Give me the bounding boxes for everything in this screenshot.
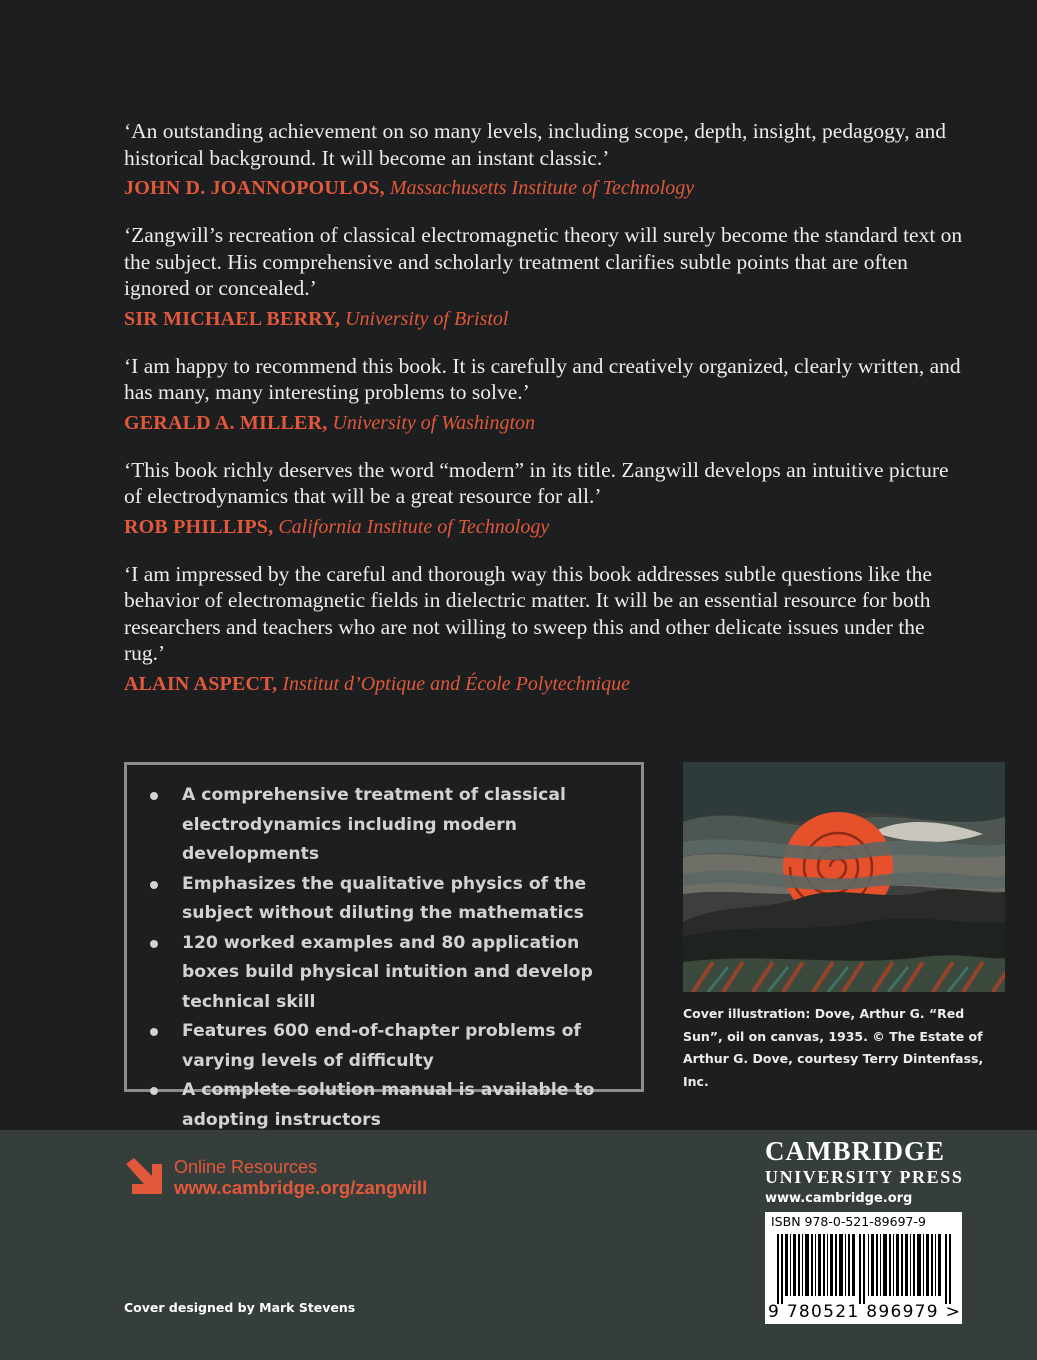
quote-attribution <box>124 514 964 540</box>
publisher-logo <box>765 1135 965 1206</box>
feature-item <box>147 1076 622 1135</box>
bullet-icon <box>150 1087 158 1095</box>
arrow-down-right-icon <box>124 1156 164 1196</box>
quote-text: ‘This book richly deserves the word “modern” in its title. Zangwill develops an intuitive picture of electrodynamics that will be a great resource for all.’ <box>124 457 949 508</box>
quote-author: ALAIN ASPECT, <box>124 672 278 695</box>
feature-item <box>147 781 622 870</box>
quote <box>124 353 964 436</box>
bullet-icon <box>150 881 158 889</box>
cover-caption: Cover illustration: Dove, Arthur G. “Red Sun”, oil on canvas, 1935. © The Estate of Arthur G. Dove, courtesy Terry Dintenfass, Inc. <box>683 1006 984 1089</box>
quote-institution: Massachusetts Institute of Technology <box>389 177 695 199</box>
quote <box>124 118 964 201</box>
feature-text: Emphasizes the qualitative physics of the subject without diluting the mathematics <box>182 873 587 923</box>
quote-author: SIR MICHAEL BERRY, <box>124 307 341 330</box>
quote-institution: University of Bristol <box>345 307 509 330</box>
quotes-section <box>124 118 964 718</box>
quote-text: ‘I am happy to recommend this book. It is carefully and creatively organized, clearly written, and has many, many interesting problems to solve.’ <box>124 353 961 404</box>
feature-text: A comprehensive treatment of classical electrodynamics including modern developments <box>182 785 566 864</box>
feature-text: A complete solution manual is available to adopting instructors <box>182 1080 595 1130</box>
bullet-icon <box>150 792 158 800</box>
quote-text: ‘Zangwill’s recreation of classical electromagnetic theory will surely become the standard text on the subject. His comprehensive and scholarly treatment clarifies subtle points that are often ignored or concealed.’ <box>124 223 963 300</box>
barcode <box>765 1212 962 1324</box>
quote-institution: California Institute of Technology <box>278 515 550 538</box>
feature-item <box>147 870 622 929</box>
feature-item <box>147 1017 622 1076</box>
quote-attribution <box>124 410 964 436</box>
publisher-press: UNIVERSITY PRESS <box>765 1167 964 1187</box>
quote <box>124 222 964 332</box>
quote-text: ‘An outstanding achievement on so many levels, including scope, depth, insight, pedagogy, and historical background. It will become an instant classic.’ <box>124 119 947 170</box>
barcode-digits: 9 780521 896979 > <box>768 1302 962 1322</box>
quote-attribution <box>124 306 964 332</box>
quote <box>124 457 964 540</box>
quote-author: JOHN D. JOANNOPOULOS, <box>124 177 385 199</box>
isbn-label: ISBN 978-0-521-89697-9 <box>771 1214 926 1229</box>
quote-author: GERALD A. MILLER, <box>124 411 328 434</box>
barcode-bars <box>771 1234 957 1304</box>
publisher-link[interactable]: www.cambridge.org <box>765 1191 913 1206</box>
online-resources-link[interactable]: www.cambridge.org/zangwill <box>174 1177 428 1198</box>
feature-item <box>147 929 622 1018</box>
quote-author: ROB PHILLIPS, <box>124 515 274 538</box>
bullet-icon <box>150 940 158 948</box>
quote-attribution <box>124 671 964 697</box>
quote <box>124 561 964 697</box>
cover-painting <box>683 762 1005 992</box>
quote-text: ‘I am impressed by the careful and thorough way this book addresses subtle questions like the behavior of electromagnetic fields in dielectric matter. It will be an essential resource for both researchers and teachers who are not willing to sweep this and other delicate issues under the rug.’ <box>124 561 932 665</box>
publisher-name: CAMBRIDGE <box>765 1136 946 1166</box>
features-box <box>124 762 644 1130</box>
quote-attribution <box>124 175 964 201</box>
bullet-icon <box>150 1028 158 1036</box>
quote-institution: University of Washington <box>332 411 536 434</box>
feature-text: Features 600 end-of-chapter problems of varying levels of difficulty <box>182 1021 581 1071</box>
cover-designer-credit: Cover designed by Mark Stevens <box>124 1300 356 1315</box>
feature-text: 120 worked examples and 80 application boxes build physical intuition and develop technical skill <box>182 932 593 1012</box>
quote-institution: Institut d’Optique and École Polytechnique <box>282 672 631 695</box>
online-resources-title: Online Resources <box>174 1157 318 1177</box>
